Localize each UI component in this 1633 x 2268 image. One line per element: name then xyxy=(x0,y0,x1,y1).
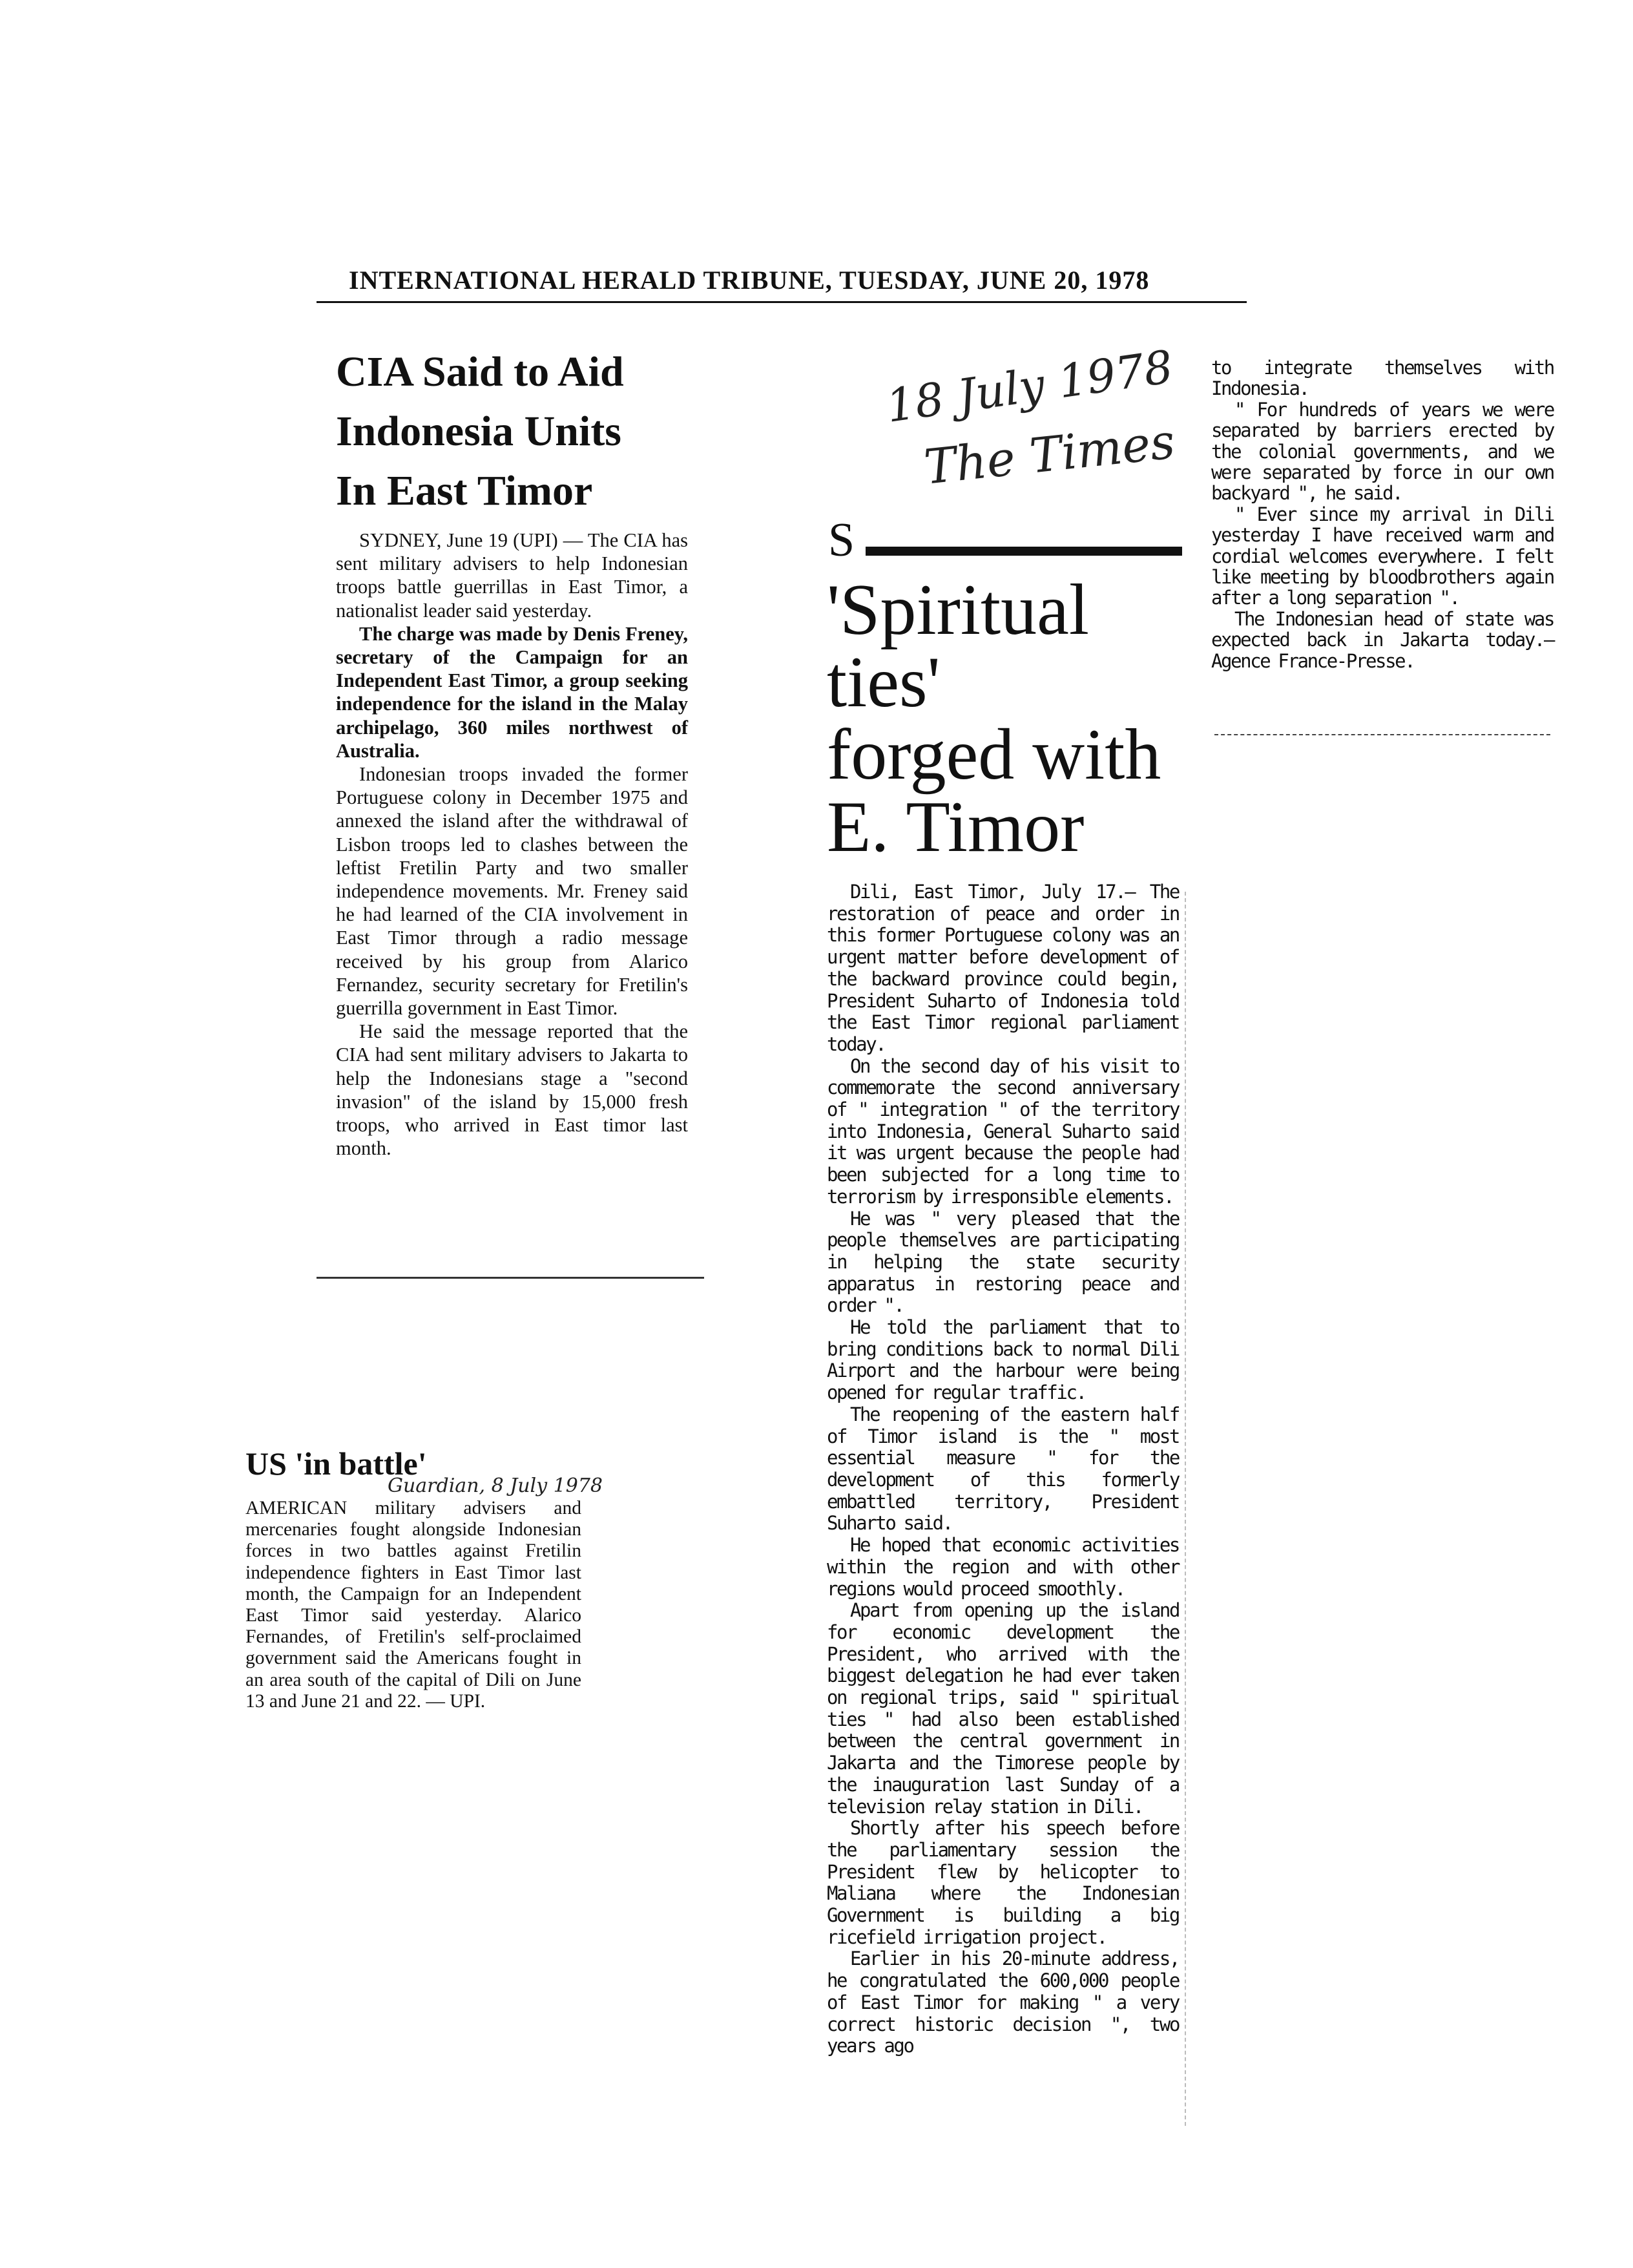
article1-headline xyxy=(336,342,723,521)
article3-paragraph: Apart from opening up the island for economic development the President, who arrived with the biggest delegation he had ever taken on regional trips, said " spiritual ties " had also been established between the central government in Jakarta and the Timorese people by the inauguration last Sunday of a television relay station in Dili. xyxy=(827,1599,1179,1818)
article3-paragraph: " Ever since my arrival in Dili yesterday I have received warm and cordial welcomes everywhere. I felt like meeting by bloodbrothers again after a long separation ". xyxy=(1211,503,1554,609)
article3-paragraph: Shortly after his speech before the parliamentary session the President flew by helicopter to Maliana where the Indonesian Government is building a big ricefield irrigation project. xyxy=(827,1817,1179,1948)
article3-paragraph: He was " very pleased that the people themselves are participating in helping the state security apparatus in restoring peace and order ". xyxy=(827,1207,1179,1317)
section-bar xyxy=(866,547,1182,556)
column-divider xyxy=(1185,892,1186,2126)
article3-paragraph: The Indonesian head of state was expected back in Jakarta today.—Agence France-Presse. xyxy=(1211,607,1554,672)
article3-paragraph: Earlier in his 20-minute address, he congratulated the 600,000 people of East Timor for making " a very correct historic decision ", two years ago xyxy=(827,1948,1179,2057)
article1-headline-line: Indonesia Units xyxy=(336,408,621,455)
article3-paragraph: He told the parliament that to bring conditions back to normal Dili Airport and the harbour were being opened for regular traffic. xyxy=(827,1316,1179,1404)
article3-paragraph: Dili, East Timor, July 17.— The restoration of peace and order in this former Portuguese colony was an urgent matter before development of the backward province could begin, President Suharto of Indonesia told the East Timor regional parliament today. xyxy=(827,881,1179,1055)
article3-paragraph: On the second day of his visit to commemorate the second anniversary of " integration " of the territory into Indonesia, General Suharto said it was urgent because the people had been subjected for a long time to terrorism by irresponsible elements. xyxy=(827,1055,1179,1208)
article3-paragraph: to integrate themselves with Indonesia. xyxy=(1211,357,1554,400)
masthead-rule xyxy=(317,301,1247,303)
masthead: INTERNATIONAL HERALD TRIBUNE, TUESDAY, JUNE 20, 1978 xyxy=(349,266,1150,295)
article3-headline-line: E. Timor xyxy=(827,787,1085,867)
article3-paragraph: The reopening of the eastern half of Timor island is the " most essential measure " for the development of this formerly embattled territory, President Suharto said. xyxy=(827,1403,1179,1535)
article3-handwritten-source: The Times xyxy=(921,414,1178,496)
article3-handwritten-date: 18 July 1978 xyxy=(882,340,1176,433)
article3-continuation xyxy=(1211,357,1554,671)
article3-end-rule xyxy=(1214,734,1550,735)
article3-headline-line: forged with xyxy=(827,715,1161,795)
article1-body xyxy=(336,529,688,1160)
article2-body xyxy=(245,1498,581,1712)
article1-paragraph: Indonesian troops invaded the former Portuguese colony in December 1975 and annexed the island after the withdrawal of Lisbon troops led to clashes between the leftist Fretilin Party and two smaller independence movements. Mr. Freney said he had learned of the CIA involvement in East Timor through a radio message received by his group from Alarico Fernandez, security secretary for Fretilin's guerrilla government in East Timor. xyxy=(336,763,688,1020)
article1-paragraph: SYDNEY, June 19 (UPI) — The CIA has sent military advisers to help Indonesian troops battle guerrillas in East Timor, a nationalist leader said yesterday. xyxy=(336,529,688,622)
article2-headline: US 'in battle' xyxy=(245,1445,427,1482)
section-letter: S xyxy=(828,514,855,567)
article3-headline-line: ties' xyxy=(827,642,941,722)
article3-headline xyxy=(827,570,1176,867)
article2-paragraph: AMERICAN military advisers and mercenaries fought alongside Indonesian forces in two battles against Fretilin independence fighters in East Timor last month, the Campaign for an Independent East Timor said yesterday. Alarico Fernandes, of Fretilin's self-proclaimed government said the Americans fought in an area south of the capital of Dili on June 13 and June 21 and 22. — UPI. xyxy=(245,1498,581,1712)
article3-headline-line: 'Spiritual xyxy=(827,570,1089,650)
article2-handwritten-note: Guardian, 8 July 1978 xyxy=(388,1475,603,1497)
article1-headline-line: CIA Said to Aid xyxy=(336,348,624,395)
article3-body xyxy=(827,881,1179,2057)
article1-end-rule xyxy=(317,1277,704,1279)
article1-headline-line: In East Timor xyxy=(336,467,593,514)
article1-paragraph: The charge was made by Denis Freney, secretary of the Campaign for an Independent East Timor, a group seeking independence for the island in the Malay archipelago, 360 miles northwest of Australia. xyxy=(336,622,688,762)
article1-paragraph: He said the message reported that the CIA had sent military advisers to Jakarta to help the Indonesians stage a "second invasion" of the island by 15,000 fresh troops, who arrived in East timor last month. xyxy=(336,1020,688,1160)
article3-paragraph: " For hundreds of years we were separated by barriers erected by the colonial governments, and we were separated by force in our own backyard ", he said. xyxy=(1211,398,1554,505)
article3-paragraph: He hoped that economic activities within the region and with other regions would proceed smoothly. xyxy=(827,1534,1179,1600)
